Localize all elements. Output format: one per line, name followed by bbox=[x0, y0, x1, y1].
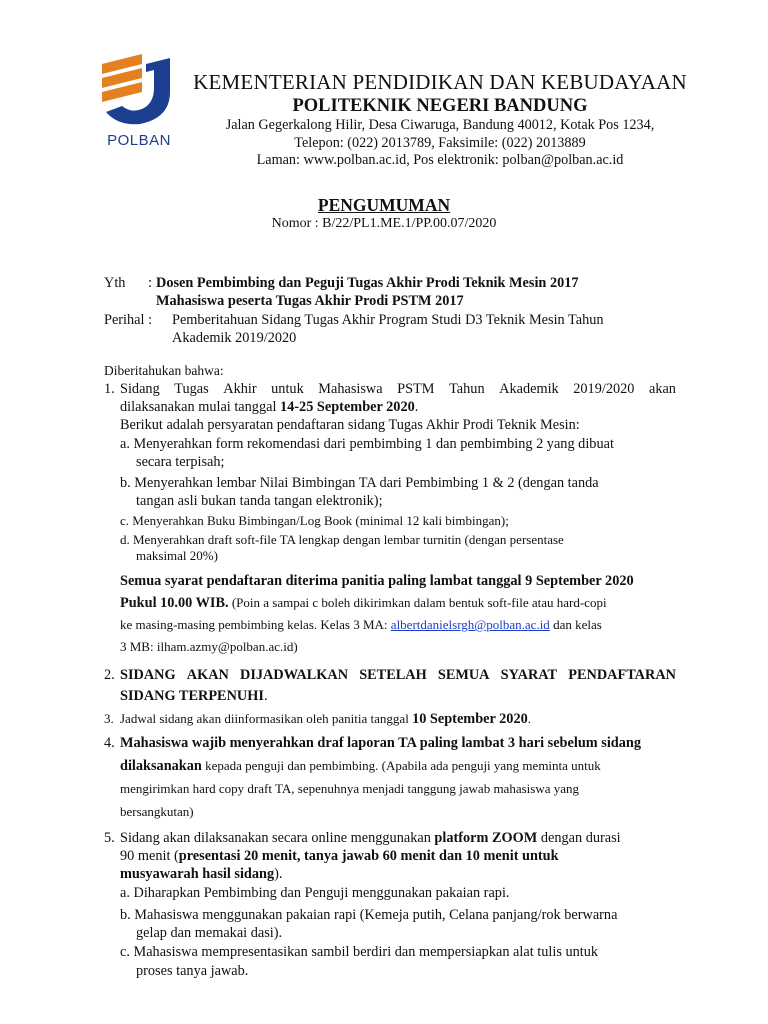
item-5-line-3-post: ). bbox=[274, 866, 283, 882]
item-5-number: 5. bbox=[104, 830, 115, 846]
perihal-label: Perihal : bbox=[104, 312, 153, 328]
item-5-rule-b-line-1: b. Mahasiswa menggunakan pakaian rapi (Kemeja putih, Celana panjang/rok berwarna bbox=[120, 907, 618, 923]
item-5-line-2 bbox=[120, 847, 559, 865]
perihal-line-1: Pemberitahuan Sidang Tugas Akhir Program Studi D3 Teknik Mesin Tahun bbox=[172, 312, 604, 328]
intro-text: Diberitahukan bahwa: bbox=[104, 363, 224, 378]
item-5-line-1-pre: Sidang akan dilaksanakan secara online menggunakan bbox=[120, 830, 435, 846]
item-5-line-3 bbox=[120, 865, 282, 883]
justified-word: akan bbox=[648, 381, 676, 397]
item-5-line-2-pre: 90 menit ( bbox=[120, 848, 179, 864]
item-5-duration: presentasi 20 menit, tanya jawab 60 menit dan 10 menit untuk bbox=[178, 848, 559, 864]
justified-word: Akademik bbox=[499, 381, 559, 397]
polban-logo bbox=[96, 52, 182, 158]
yth-recipient-1: Dosen Pembimbing dan Peguji Tugas Akhir Prodi Teknik Mesin 2017 bbox=[156, 275, 579, 291]
address-line-3: Laman: www.polban.ac.id, Pos elektronik: polban@polban.ac.id bbox=[256, 152, 624, 168]
item-1-requirements-intro: Berikut adalah persyaratan pendaftaran sidang Tugas Akhir Prodi Teknik Mesin: bbox=[120, 417, 580, 433]
title-text: PENGUMUMAN bbox=[317, 195, 451, 215]
institution-name: POLITEKNIK NEGERI BANDUNG bbox=[292, 96, 588, 116]
item-4-line-1: Mahasiswa wajib menyerahkan draf laporan TA paling lambat 3 hari sebelum sidang bbox=[120, 735, 641, 751]
item-3-number: 3. bbox=[104, 711, 114, 726]
item-2-line-1 bbox=[120, 666, 676, 684]
address-line-1: Jalan Gegerkalong Hilir, Desa Ciwaruga, Bandung 40012, Kotak Pos 1234, bbox=[225, 117, 655, 133]
polban-emblem-icon bbox=[96, 52, 182, 132]
item-3-text-pre: Jadwal sidang akan diinformasikan oleh panitia tanggal bbox=[120, 711, 413, 726]
yth-label: Yth bbox=[104, 275, 126, 291]
item-1-req-b-line-2: tangan asli bukan tanda tangan elektronik); bbox=[136, 493, 383, 509]
justified-word: SYARAT bbox=[500, 667, 558, 683]
item-2-number: 2. bbox=[104, 667, 115, 683]
item-3-date: 10 September 2020 bbox=[412, 711, 528, 727]
item-1-number: 1. bbox=[104, 381, 115, 397]
item-1-date: 14-25 September 2020 bbox=[280, 399, 415, 415]
item-5-line-1-post: dengan durasi bbox=[537, 830, 621, 846]
justified-word: SEMUA bbox=[437, 667, 490, 683]
justified-word: PENDAFTARAN bbox=[568, 667, 676, 683]
item-4-line-2-bold: dilaksanakan bbox=[120, 758, 202, 774]
item-4-line-2-rest: kepada penguji dan pembimbing. (Apabila ada penguji yang meminta untuk bbox=[201, 758, 601, 773]
item-1-deadline-line-2 bbox=[120, 594, 607, 612]
item-1-line-1 bbox=[120, 380, 676, 398]
item-1-contact-post: dan kelas bbox=[549, 617, 602, 632]
item-2-line-2-post: . bbox=[263, 688, 268, 704]
address-line-2: Telepon: (022) 2013789, Faksimile: (022) 2013889 bbox=[294, 134, 586, 151]
letterhead bbox=[190, 70, 690, 170]
justified-word: DIJADWALKAN bbox=[240, 667, 349, 683]
justified-word: Tugas bbox=[174, 381, 209, 397]
item-1-req-a-line-2: secara terpisah; bbox=[136, 454, 225, 470]
justified-word: SIDANG bbox=[120, 667, 176, 683]
item-4-line-3: mengirimkan hard copy draft TA, sepenuhnya menjadi tanggung jawab mahasiswa yang bbox=[120, 781, 580, 796]
justified-word: Mahasiswa bbox=[318, 381, 383, 397]
item-5-rule-c-line-1: c. Mahasiswa mempresentasikan sambil berdiri dan mempersiapkan alat tulis untuk bbox=[120, 944, 599, 960]
item-1-req-d-line-1: d. Menyerahkan draft soft-file TA lengkap dengan lembar turnitin (dengan persentase bbox=[120, 532, 564, 547]
item-1-contact-pre: ke masing-masing pembimbing kelas. Kelas 3 MA: bbox=[120, 617, 391, 632]
perihal-line-2: Akademik 2019/2020 bbox=[172, 330, 297, 346]
item-4-line-2 bbox=[120, 757, 601, 775]
justified-word: Akhir bbox=[223, 381, 257, 397]
item-5-line-1 bbox=[120, 829, 621, 847]
item-1-req-d-line-2: maksimal 20%) bbox=[136, 548, 218, 563]
yth-colon: : bbox=[148, 275, 152, 291]
item-5-platform: platform ZOOM bbox=[434, 830, 538, 846]
document-number: Nomor : B/22/PL1.ME.1/PP.00.07/2020 bbox=[271, 216, 497, 231]
justified-word: untuk bbox=[271, 381, 304, 397]
item-1-deadline-line-1: Semua syarat pendaftaran diterima panitia paling lambat tanggal 9 September 2020 bbox=[120, 573, 634, 589]
item-1-deadline-line-3 bbox=[120, 616, 602, 634]
item-1-deadline-time: Pukul 10.00 WIB. bbox=[120, 595, 229, 611]
item-5-deliberation: musyawarah hasil sidang bbox=[120, 866, 275, 882]
justified-word: SETELAH bbox=[359, 667, 427, 683]
item-1-req-b-line-1: b. Menyerahkan lembar Nilai Bimbingan TA dari Pembimbing 1 & 2 (dengan tanda bbox=[120, 475, 599, 491]
item-5-rule-c-line-2: proses tanya jawab. bbox=[136, 963, 249, 979]
item-4-number: 4. bbox=[104, 735, 115, 751]
item-3-text bbox=[120, 710, 531, 728]
document-title bbox=[0, 195, 768, 215]
item-5-rule-b-line-2: gelap dan memakai dasi). bbox=[136, 925, 283, 941]
item-1-deadline-line-4: 3 MB: ilham.azmy@polban.ac.id) bbox=[120, 639, 298, 654]
item-4-line-4: bersangkutan) bbox=[120, 804, 194, 819]
item-1-req-c: c. Menyerahkan Buku Bimbingan/Log Book (minimal 12 kali bimbingan); bbox=[120, 513, 509, 528]
item-2-line-2 bbox=[120, 687, 268, 705]
ministry-name: KEMENTERIAN PENDIDIKAN DAN KEBUDAYAAN bbox=[193, 70, 687, 94]
item-1-line-2-post: . bbox=[414, 399, 419, 415]
justified-word: 2019/2020 bbox=[573, 381, 635, 397]
justified-word: Tahun bbox=[449, 381, 485, 397]
logo-text: POLBAN bbox=[107, 132, 171, 149]
justified-word: Sidang bbox=[120, 381, 160, 397]
item-1-deadline-note: (Poin a sampai c boleh dikirimkan dalam bentuk soft-file atau hard-copi bbox=[228, 595, 607, 610]
justified-word: PSTM bbox=[397, 381, 435, 397]
yth-recipient-2: Mahasiswa peserta Tugas Akhir Prodi PSTM 2017 bbox=[156, 293, 464, 309]
item-1-line-2-pre: dilaksanakan mulai tanggal bbox=[120, 399, 280, 415]
item-2-line-2-text: SIDANG TERPENUHI bbox=[120, 688, 264, 704]
justified-word: AKAN bbox=[186, 667, 229, 683]
email-link-3ma[interactable]: albertdanielsrgh@polban.ac.id bbox=[390, 617, 550, 632]
item-3-text-post: . bbox=[527, 711, 531, 726]
item-5-rule-a: a. Diharapkan Pembimbing dan Penguji menggunakan pakaian rapi. bbox=[120, 885, 510, 901]
item-1-req-a-line-1: a. Menyerahkan form rekomendasi dari pembimbing 1 dan pembimbing 2 yang dibuat bbox=[120, 436, 614, 452]
item-1-line-2 bbox=[120, 398, 418, 416]
